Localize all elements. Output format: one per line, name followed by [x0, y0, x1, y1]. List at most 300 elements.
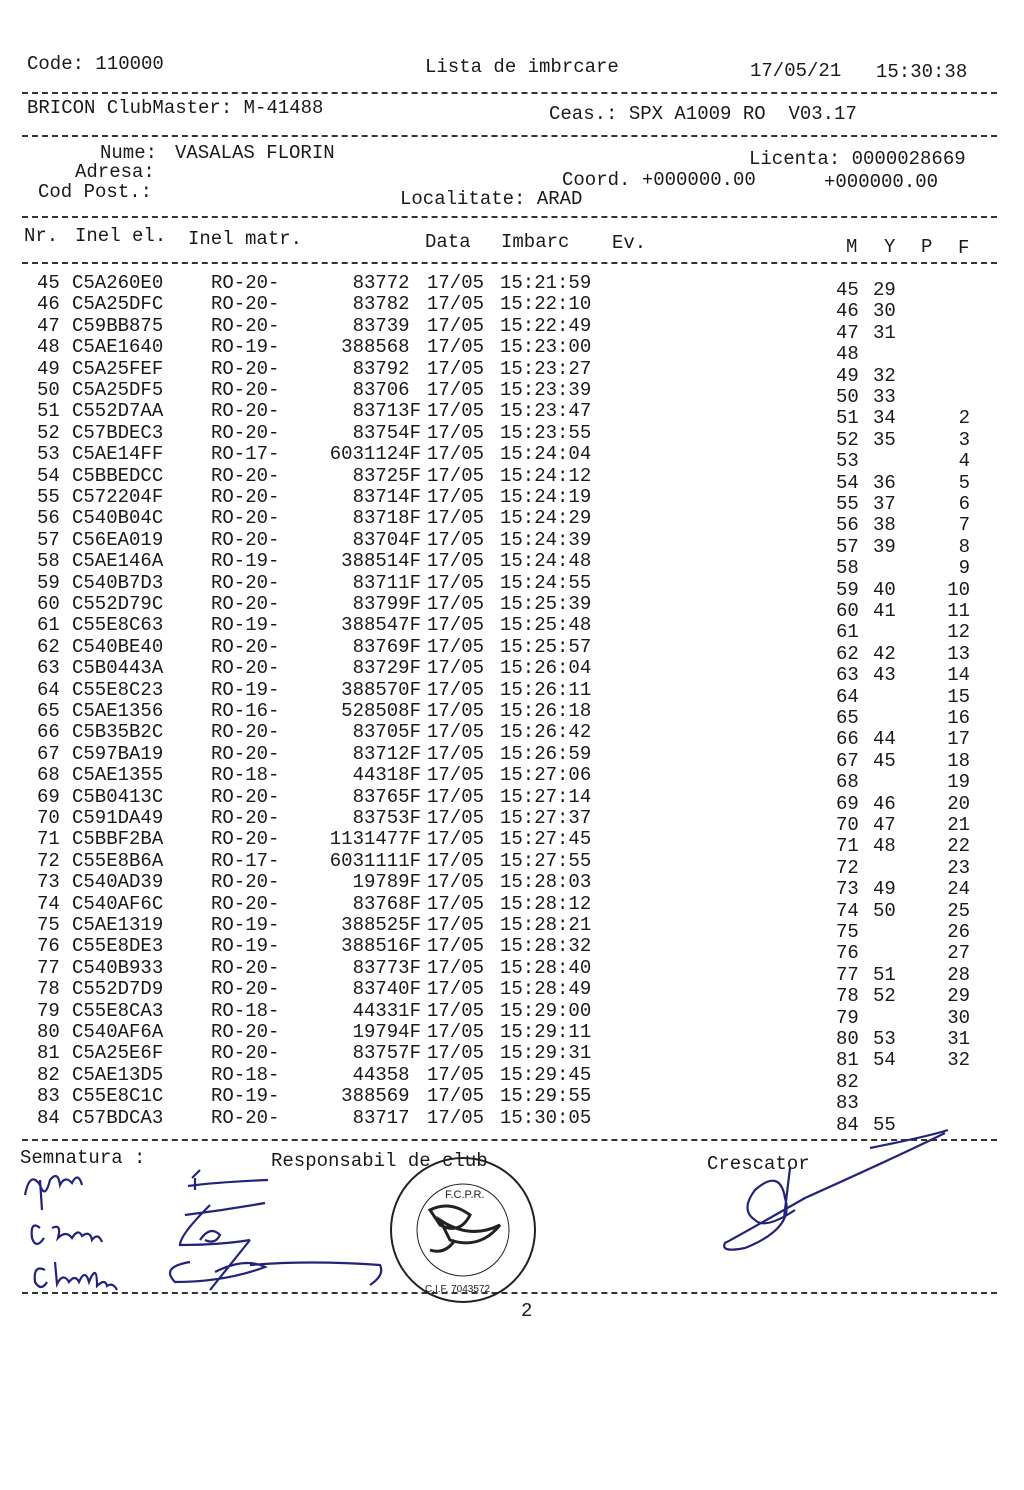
- ring-prefix: RO-19-: [211, 935, 280, 958]
- row-nr: 66: [37, 721, 60, 744]
- electronic-ring: C5B0443A: [72, 657, 164, 680]
- rank-m: 45: [836, 279, 859, 301]
- electronic-ring: C540AF6C: [72, 892, 164, 915]
- rank-y: 32: [873, 364, 896, 387]
- ring-prefix: RO-20-: [211, 314, 280, 337]
- rank-f: 27: [947, 942, 970, 965]
- arrival-date: 17/05: [427, 849, 485, 872]
- electronic-ring: C591DA49: [72, 807, 164, 829]
- rank-y: 35: [873, 428, 896, 451]
- electronic-ring: C5AE1640: [72, 336, 164, 359]
- electronic-ring: C55E8B6A: [72, 849, 164, 872]
- arrival-time: 15:24:39: [500, 528, 592, 551]
- rank-f: 8: [958, 535, 970, 558]
- row-nr: 51: [37, 400, 60, 423]
- ring-prefix: RO-19-: [211, 1085, 280, 1108]
- rank-y: 50: [873, 899, 896, 922]
- ring-prefix: RO-20-: [211, 528, 280, 551]
- rank-y: 36: [873, 471, 896, 494]
- rank-f: 11: [947, 600, 970, 622]
- arrival-time: 15:24:48: [500, 550, 592, 573]
- rank-f: 13: [947, 642, 970, 665]
- rank-y: 55: [873, 1113, 896, 1136]
- ring-prefix: RO-20-: [211, 293, 280, 316]
- row-nr: 46: [37, 293, 60, 316]
- signature-breeder: [724, 1130, 948, 1250]
- rank-y: 49: [873, 878, 896, 901]
- arrival-date: 17/05: [427, 550, 485, 573]
- rank-y: 41: [873, 600, 896, 622]
- row-nr: 76: [37, 935, 60, 958]
- arrival-date: 17/05: [427, 978, 485, 1001]
- rank-f: 28: [947, 963, 970, 986]
- ring-prefix: RO-20-: [211, 571, 280, 594]
- rank-m: 65: [836, 707, 859, 729]
- electronic-ring: C5B35B2C: [72, 721, 164, 744]
- arrival-time: 15:26:59: [500, 742, 592, 765]
- rank-m: 69: [836, 792, 859, 815]
- print-date: 17/05/21: [750, 60, 842, 82]
- rank-m: 59: [836, 578, 859, 601]
- electronic-ring: C552D79C: [72, 593, 164, 615]
- rank-y: 47: [873, 814, 896, 836]
- rank-m: 53: [836, 450, 859, 473]
- rank-y: 37: [873, 493, 896, 515]
- rank-y: 46: [873, 792, 896, 815]
- rank-m: 67: [836, 749, 859, 772]
- col-m: M: [846, 236, 858, 258]
- arrival-date: 17/05: [427, 1042, 485, 1065]
- row-nr: 54: [37, 464, 60, 487]
- arrival-time: 15:29:11: [500, 1021, 592, 1043]
- arrival-date: 17/05: [427, 464, 485, 487]
- ring-prefix: RO-20-: [211, 486, 280, 508]
- ring-number: 83718F: [352, 507, 421, 530]
- rank-f: 14: [947, 664, 970, 687]
- rank-f: 29: [947, 985, 970, 1008]
- clock-info: Ceas.: SPX A1009 RO V03.17: [549, 103, 857, 125]
- ring-number: 83768F: [352, 892, 421, 915]
- locality: Localitate: ARAD: [400, 188, 583, 210]
- arrival-time: 15:27:14: [500, 785, 592, 808]
- arrival-date: 17/05: [427, 807, 485, 829]
- arrival-date: 17/05: [427, 700, 485, 722]
- rank-m: 74: [836, 899, 859, 922]
- electronic-ring: C597BA19: [72, 742, 164, 765]
- arrival-date: 17/05: [427, 357, 485, 380]
- row-nr: 71: [37, 828, 60, 851]
- ring-prefix: RO-20-: [211, 400, 280, 423]
- arrival-date: 17/05: [427, 678, 485, 701]
- rank-f: 2: [958, 407, 970, 430]
- row-nr: 50: [37, 379, 60, 401]
- electronic-ring: C5AE146A: [72, 550, 164, 573]
- ring-number: 83769F: [352, 635, 421, 658]
- rank-y: 42: [873, 642, 896, 665]
- signature-foghis: [25, 1176, 82, 1210]
- rank-m: 80: [836, 1028, 859, 1050]
- ring-prefix: RO-20-: [211, 956, 280, 979]
- ring-number: 388525F: [341, 914, 421, 936]
- arrival-time: 15:28:32: [500, 935, 592, 958]
- rank-m: 79: [836, 1006, 859, 1029]
- rank-y: 29: [873, 279, 896, 301]
- ring-number: 83782: [352, 293, 421, 316]
- electronic-ring: C5AE1355: [72, 764, 164, 787]
- ring-prefix: RO-18-: [211, 764, 280, 787]
- signature-mark-3: [170, 1240, 381, 1290]
- ring-number: 388516F: [341, 935, 421, 958]
- ring-prefix: RO-19-: [211, 336, 280, 359]
- arrival-date: 17/05: [427, 614, 485, 637]
- row-nr: 81: [37, 1042, 60, 1065]
- arrival-date: 17/05: [427, 528, 485, 551]
- ring-prefix: RO-20-: [211, 379, 280, 401]
- electronic-ring: C5A25DFC: [72, 293, 164, 316]
- ring-prefix: RO-20-: [211, 421, 280, 444]
- rank-f: 16: [947, 707, 970, 729]
- ring-prefix: RO-19-: [211, 614, 280, 637]
- row-nr: 63: [37, 657, 60, 680]
- arrival-time: 15:23:55: [500, 421, 592, 444]
- rank-y: 33: [873, 386, 896, 408]
- ring-number: 6031124F: [329, 443, 421, 466]
- arrival-time: 15:24:29: [500, 507, 592, 530]
- rank-m: 64: [836, 685, 859, 708]
- arrival-date: 17/05: [427, 400, 485, 423]
- arrival-time: 15:26:42: [500, 721, 592, 744]
- electronic-ring: C5AE13D5: [72, 1063, 164, 1086]
- ring-prefix: RO-20-: [211, 635, 280, 658]
- row-nr: 61: [37, 614, 60, 637]
- rank-m: 52: [836, 428, 859, 451]
- electronic-ring: C5A260E0: [72, 272, 164, 294]
- col-inel-matr: Inel matr.: [188, 228, 303, 250]
- col-data: Data: [425, 231, 471, 253]
- arrival-time: 15:24:04: [500, 443, 592, 466]
- print-time: 15:30:38: [876, 61, 968, 83]
- rank-m: 77: [836, 963, 859, 986]
- name-label: Nume:: [100, 142, 158, 164]
- ring-number: 83757F: [352, 1042, 421, 1065]
- electronic-ring: C55E8CA3: [72, 999, 164, 1022]
- ring-prefix: RO-20-: [211, 742, 280, 765]
- electronic-ring: C5A25DF5: [72, 379, 164, 401]
- row-nr: 49: [37, 357, 60, 380]
- ring-number: 83704F: [352, 528, 421, 551]
- rank-f: 17: [947, 728, 970, 751]
- ring-prefix: RO-20-: [211, 272, 280, 294]
- ring-prefix: RO-17-: [211, 849, 280, 872]
- row-nr: 79: [37, 999, 60, 1022]
- rank-m: 49: [836, 364, 859, 387]
- row-nr: 58: [37, 550, 60, 573]
- arrival-time: 15:23:00: [500, 336, 592, 359]
- rank-f: 30: [947, 1006, 970, 1029]
- row-nr: 60: [37, 593, 60, 615]
- electronic-ring: C59BB875: [72, 314, 164, 337]
- arrival-time: 15:27:45: [500, 828, 592, 851]
- ring-prefix: RO-20-: [211, 871, 280, 894]
- arrival-time: 15:29:00: [500, 999, 592, 1022]
- arrival-date: 17/05: [427, 956, 485, 979]
- arrival-date: 17/05: [427, 379, 485, 401]
- ring-number: 83773F: [352, 956, 421, 979]
- rank-f: 26: [947, 921, 970, 943]
- ring-prefix: RO-20-: [211, 721, 280, 744]
- electronic-ring: C56EA019: [72, 528, 164, 551]
- rank-m: 76: [836, 942, 859, 965]
- ring-number: 83772: [352, 272, 421, 294]
- electronic-ring: C55E8C63: [72, 614, 164, 637]
- arrival-date: 17/05: [427, 721, 485, 744]
- ring-number: 83754F: [352, 421, 421, 444]
- ring-number: 83739: [352, 314, 421, 337]
- ring-number: 83753F: [352, 807, 421, 829]
- rank-y: 52: [873, 985, 896, 1008]
- arrival-time: 15:23:27: [500, 357, 592, 380]
- row-nr: 73: [37, 871, 60, 894]
- arrival-date: 17/05: [427, 571, 485, 594]
- ring-prefix: RO-20-: [211, 978, 280, 1001]
- rank-f: 21: [947, 814, 970, 836]
- ring-prefix: RO-18-: [211, 999, 280, 1022]
- rank-f: 5: [958, 471, 970, 494]
- rank-m: 71: [836, 835, 859, 858]
- rank-f: 12: [947, 621, 970, 644]
- row-nr: 69: [37, 785, 60, 808]
- rank-m: 61: [836, 621, 859, 644]
- ring-number: 388568: [341, 336, 421, 359]
- electronic-ring: C5A25E6F: [72, 1042, 164, 1065]
- arrival-time: 15:27:55: [500, 849, 592, 872]
- rank-m: 58: [836, 557, 859, 580]
- row-nr: 84: [37, 1106, 60, 1129]
- rank-f: 31: [947, 1028, 970, 1050]
- rank-m: 75: [836, 921, 859, 943]
- row-nr: 65: [37, 700, 60, 722]
- ring-prefix: RO-19-: [211, 550, 280, 573]
- electronic-ring: C540AF6A: [72, 1021, 164, 1043]
- rank-y: 39: [873, 535, 896, 558]
- ring-number: 19789F: [352, 871, 421, 894]
- coordinates-2: +000000.00: [824, 171, 939, 193]
- arrival-date: 17/05: [427, 764, 485, 787]
- rank-m: 66: [836, 728, 859, 751]
- rank-y: 40: [873, 578, 896, 601]
- rank-m: 46: [836, 300, 859, 323]
- arrival-time: 15:25:48: [500, 614, 592, 637]
- rank-y: 34: [873, 407, 896, 430]
- arrival-date: 17/05: [427, 742, 485, 765]
- rank-y: 43: [873, 664, 896, 687]
- rank-y: 44: [873, 728, 896, 751]
- row-nr: 53: [37, 443, 60, 466]
- arrival-date: 17/05: [427, 421, 485, 444]
- signature-mark-1: [188, 1170, 268, 1190]
- ring-number: 388570F: [341, 678, 421, 701]
- row-nr: 52: [37, 421, 60, 444]
- rank-y: 48: [873, 835, 896, 858]
- row-nr: 78: [37, 978, 60, 1001]
- ring-number: 388547F: [341, 614, 421, 637]
- rank-m: 70: [836, 814, 859, 836]
- ring-prefix: RO-20-: [211, 593, 280, 615]
- electronic-ring: C5A25FEF: [72, 357, 164, 380]
- signature-label: Semnatura :: [20, 1147, 146, 1169]
- arrival-time: 15:29:31: [500, 1042, 592, 1065]
- row-nr: 47: [37, 314, 60, 337]
- rank-f: 22: [947, 835, 970, 858]
- arrival-date: 17/05: [427, 999, 485, 1022]
- rank-f: 19: [947, 771, 970, 794]
- col-f: F: [958, 237, 970, 259]
- rank-y: 54: [873, 1049, 896, 1072]
- row-nr: 77: [37, 956, 60, 979]
- ring-prefix: RO-17-: [211, 443, 280, 466]
- ring-number: 83711F: [352, 571, 421, 594]
- rank-f: 10: [947, 578, 970, 601]
- rank-m: 78: [836, 985, 859, 1008]
- electronic-ring: C540B933: [72, 956, 164, 979]
- ring-number: 6031111F: [329, 849, 421, 872]
- postcode-label: Cod Post.:: [38, 181, 153, 203]
- electronic-ring: C540BE40: [72, 635, 164, 658]
- document-title: Lista de imbrcare: [425, 56, 619, 78]
- rank-y: 31: [873, 321, 896, 344]
- row-nr: 74: [37, 892, 60, 915]
- row-nr: 67: [37, 742, 60, 765]
- rank-f: 4: [958, 450, 970, 473]
- arrival-time: 15:26:18: [500, 700, 592, 722]
- arrival-time: 15:29:45: [500, 1063, 592, 1086]
- license: Licenta: 0000028669: [749, 148, 966, 170]
- club-stamp: [391, 1158, 535, 1302]
- arrival-date: 17/05: [427, 935, 485, 958]
- electronic-ring: C55E8DE3: [72, 935, 164, 958]
- ring-number: 44331F: [352, 999, 421, 1022]
- rank-f: 23: [947, 856, 970, 879]
- electronic-ring: C5B0413C: [72, 785, 164, 808]
- ring-number: 83799F: [352, 593, 421, 615]
- electronic-ring: C57BDCA3: [72, 1106, 164, 1129]
- col-ev: Ev.: [612, 232, 647, 254]
- arrival-date: 17/05: [427, 486, 485, 508]
- row-nr: 48: [37, 336, 60, 359]
- arrival-time: 15:24:19: [500, 486, 592, 508]
- clubmaster: BRICON ClubMaster: M-41488: [27, 97, 324, 119]
- row-nr: 57: [37, 528, 60, 551]
- ring-number: 44318F: [352, 764, 421, 787]
- arrival-date: 17/05: [427, 314, 485, 337]
- rank-y: 53: [873, 1028, 896, 1050]
- arrival-time: 15:22:49: [500, 314, 592, 337]
- rank-f: 15: [947, 685, 970, 708]
- ring-prefix: RO-20-: [211, 1042, 280, 1065]
- arrival-time: 15:28:49: [500, 978, 592, 1001]
- arrival-date: 17/05: [427, 657, 485, 680]
- arrival-date: 17/05: [427, 1106, 485, 1129]
- ring-prefix: RO-19-: [211, 914, 280, 936]
- ring-prefix: RO-20-: [211, 357, 280, 380]
- rank-f: 9: [958, 557, 970, 580]
- ring-prefix: RO-20-: [211, 785, 280, 808]
- row-nr: 75: [37, 914, 60, 936]
- arrival-date: 17/05: [427, 593, 485, 615]
- rank-y: 30: [873, 300, 896, 323]
- ring-prefix: RO-20-: [211, 464, 280, 487]
- owner-name: VASALAS FLORIN: [175, 142, 335, 164]
- col-p: P: [921, 236, 933, 258]
- row-nr: 59: [37, 571, 60, 594]
- rank-f: 20: [947, 792, 970, 815]
- ring-number: 83792: [352, 357, 421, 380]
- ring-number: 83740F: [352, 978, 421, 1001]
- ring-number: 83714F: [352, 486, 421, 508]
- ring-prefix: RO-20-: [211, 807, 280, 829]
- arrival-date: 17/05: [427, 336, 485, 359]
- row-nr: 83: [37, 1085, 60, 1108]
- electronic-ring: C5AE1356: [72, 700, 164, 722]
- rank-f: 6: [958, 493, 970, 515]
- arrival-date: 17/05: [427, 293, 485, 316]
- rank-y: 45: [873, 749, 896, 772]
- electronic-ring: C57BDEC3: [72, 421, 164, 444]
- rank-m: 48: [836, 343, 859, 366]
- arrival-date: 17/05: [427, 785, 485, 808]
- ring-prefix: RO-20-: [211, 892, 280, 915]
- arrival-time: 15:27:37: [500, 807, 592, 829]
- electronic-ring: C540B7D3: [72, 571, 164, 594]
- rank-m: 68: [836, 771, 859, 794]
- arrival-time: 15:26:11: [500, 678, 592, 701]
- signature-griura: [32, 1226, 102, 1244]
- rank-f: 24: [947, 878, 970, 901]
- arrival-time: 15:25:39: [500, 593, 592, 615]
- code: Code: 110000: [27, 53, 164, 75]
- rank-m: 57: [836, 535, 859, 558]
- arrival-time: 15:26:04: [500, 657, 592, 680]
- ring-number: 83705F: [352, 721, 421, 744]
- ring-number: 83765F: [352, 785, 421, 808]
- rank-m: 60: [836, 600, 859, 622]
- rank-f: 7: [958, 514, 970, 537]
- arrival-time: 15:28:12: [500, 892, 592, 915]
- address-label: Adresa:: [75, 161, 155, 183]
- ring-number: 83725F: [352, 464, 421, 487]
- arrival-date: 17/05: [427, 914, 485, 936]
- ring-number: 388514F: [341, 550, 421, 573]
- ring-number: 388569: [341, 1085, 421, 1108]
- row-nr: 62: [37, 635, 60, 658]
- arrival-time: 15:27:06: [500, 764, 592, 787]
- col-nr: Nr.: [24, 225, 59, 247]
- rank-y: 38: [873, 514, 896, 537]
- arrival-date: 17/05: [427, 1021, 485, 1043]
- arrival-date: 17/05: [427, 507, 485, 530]
- ring-prefix: RO-19-: [211, 678, 280, 701]
- arrival-time: 15:29:55: [500, 1085, 592, 1108]
- arrival-time: 15:25:57: [500, 635, 592, 658]
- arrival-date: 17/05: [427, 1085, 485, 1108]
- rank-m: 51: [836, 407, 859, 430]
- rank-f: 25: [947, 899, 970, 922]
- row-nr: 82: [37, 1063, 60, 1086]
- rank-m: 72: [836, 856, 859, 879]
- ring-number: 83706: [352, 379, 421, 401]
- rank-m: 56: [836, 514, 859, 537]
- row-nr: 70: [37, 807, 60, 829]
